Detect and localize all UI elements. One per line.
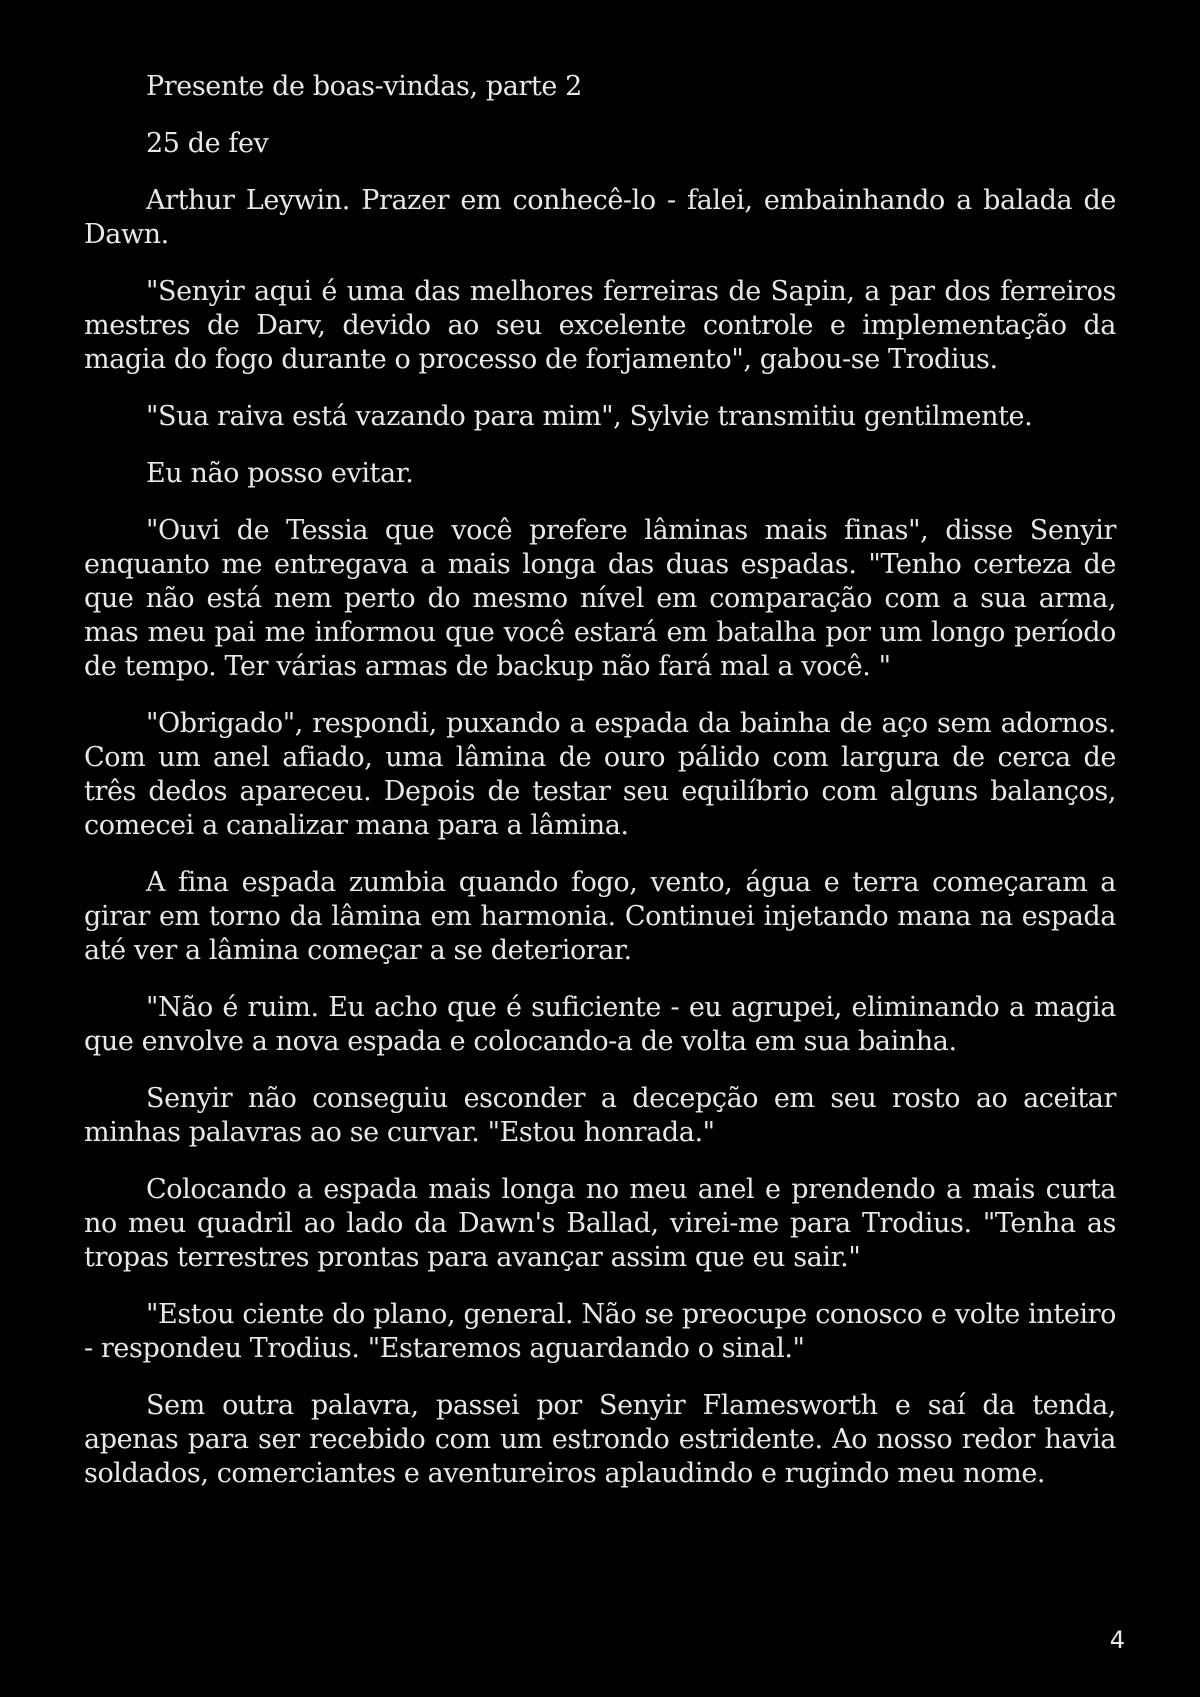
paragraph: Arthur Leywin. Prazer em conhecê-lo - falei, embainhando a balada de Dawn. bbox=[84, 185, 1116, 250]
paragraph: Eu não posso evitar. bbox=[146, 458, 414, 489]
paragraph: "Ouvi de Tessia que você prefere lâminas mais finas", disse Senyir enquanto me entregava a mais longa das duas espadas. "Tenho certeza de que não está nem perto do mesmo nível em comparação com a sua arma, mas meu pai me informou que você estará em batalha por um longo período de tempo. Ter várias armas de backup não fará mal a você. " bbox=[84, 515, 1116, 682]
page-number: 4 bbox=[1109, 1626, 1125, 1654]
paragraph: Senyir não conseguiu esconder a decepção em seu rosto ao aceitar minhas palavras ao se curvar. "Estou honrada." bbox=[84, 1083, 1116, 1148]
paragraph: "Não é ruim. Eu acho que é suficiente - eu agrupei, eliminando a magia que envolve a nova espada e colocando-a de volta em sua bainha. bbox=[84, 992, 1116, 1057]
paragraph: "Obrigado", respondi, puxando a espada da bainha de aço sem adornos. Com um anel afiado, uma lâmina de ouro pálido com largura de cerca de três dedos apareceu. Depois de testar seu equilíbrio com alguns balanços, comecei a canalizar mana para a lâmina. bbox=[84, 708, 1116, 841]
paragraph: "Estou ciente do plano, general. Não se preocupe conosco e volte inteiro - respondeu Trodius. "Estaremos aguardando o sinal." bbox=[84, 1299, 1116, 1364]
chapter-title: Presente de boas-vindas, parte 2 bbox=[146, 71, 582, 102]
paragraph: "Senyir aqui é uma das melhores ferreiras de Sapin, a par dos ferreiros mestres de Darv, devido ao seu excelente controle e implementação da magia do fogo durante o processo de forjamento", gabou-se Trodius. bbox=[84, 276, 1116, 375]
paragraph: A fina espada zumbia quando fogo, vento, água e terra começaram a girar em torno da lâmina em harmonia. Continuei injetando mana na espada até ver a lâmina começar a se deteriorar. bbox=[84, 867, 1116, 966]
paragraph: "Sua raiva está vazando para mim", Sylvie transmitiu gentilmente. bbox=[146, 401, 1033, 432]
document-page bbox=[84, 70, 1116, 1514]
chapter-date: 25 de fev bbox=[146, 128, 269, 159]
paragraph: Colocando a espada mais longa no meu anel e prendendo a mais curta no meu quadril ao lado da Dawn's Ballad, virei-me para Trodius. "Tenha as tropas terrestres prontas para avançar assim que eu sair." bbox=[84, 1174, 1116, 1273]
paragraph: Sem outra palavra, passei por Senyir Flamesworth e saí da tenda, apenas para ser recebido com um estrondo estridente. Ao nosso redor havia soldados, comerciantes e aventureiros aplaudindo e rugindo meu nome. bbox=[84, 1390, 1116, 1489]
